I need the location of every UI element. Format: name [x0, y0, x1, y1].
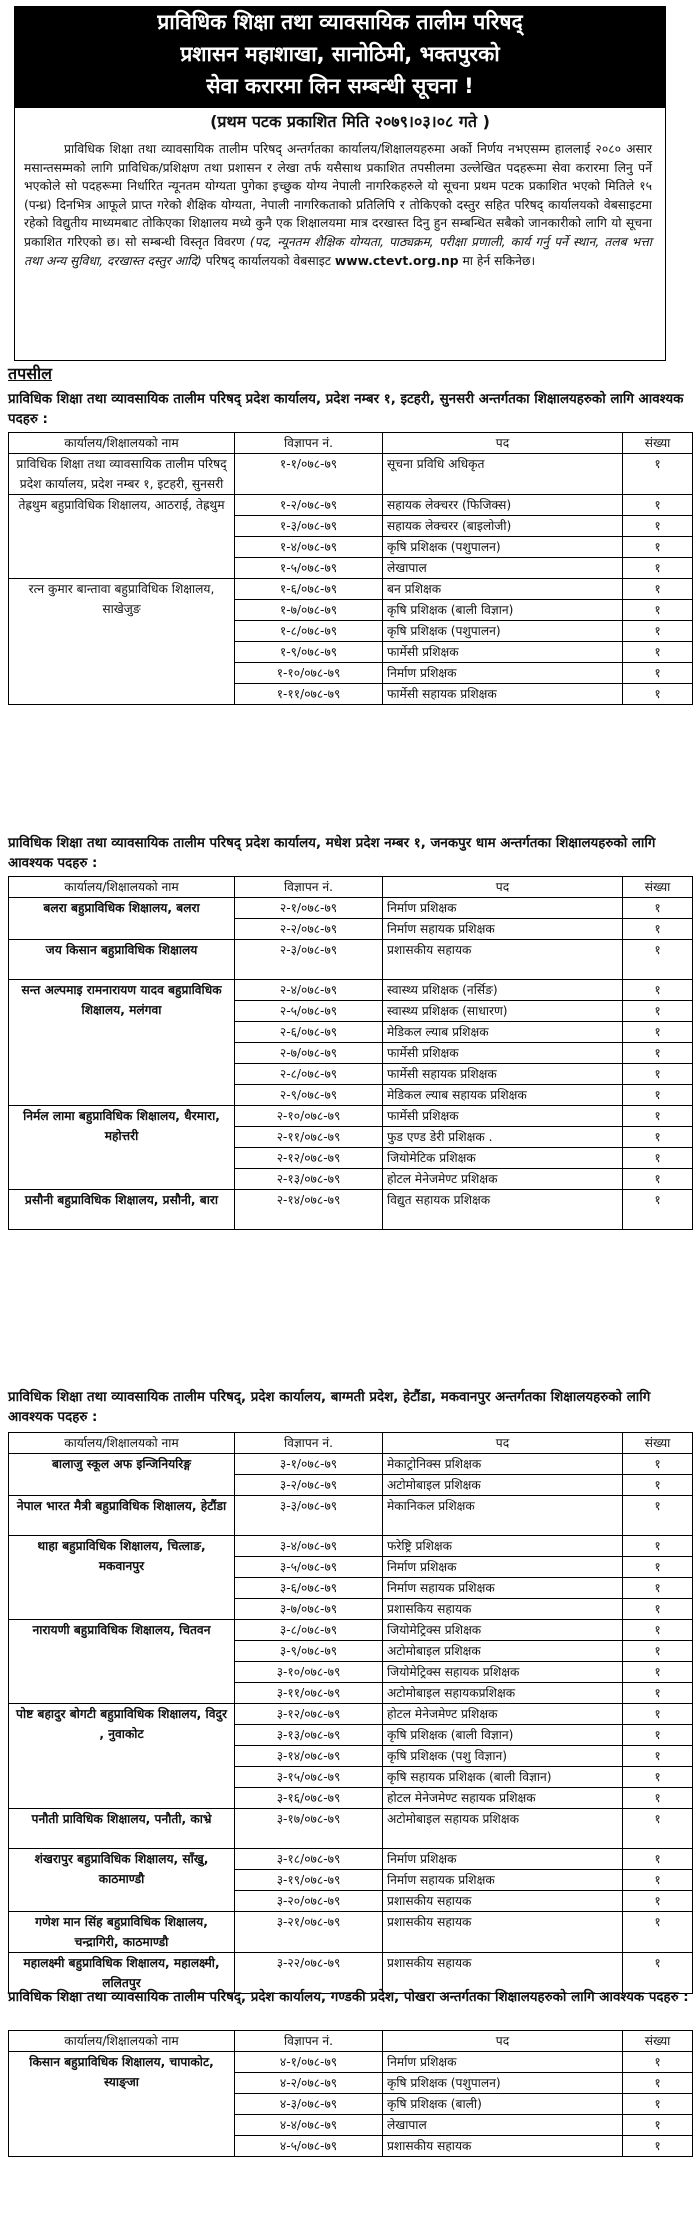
col-header-post: पद — [383, 877, 623, 898]
col-header-advertisement: विज्ञापन नं. — [235, 2031, 383, 2052]
post-name: प्रशासकीय सहायक — [383, 1953, 623, 1994]
institution-name: पनौती प्राविधिक शिक्षालय, पनौती, काभ्रे — [9, 1809, 235, 1849]
institution-name: शंखरापुर बहुप्राविधिक शिक्षालय, साँखु, काठमाण्डौ — [9, 1849, 235, 1912]
advertisement-number: ३-३/०७८-७९ — [235, 1496, 383, 1536]
post-name: स्वास्थ्य प्रशिक्षक (नर्सिङ) — [383, 980, 623, 1001]
advertisement-number: २-१४/०७८-७९ — [235, 1190, 383, 1230]
table-row — [9, 1536, 693, 1557]
table-row — [9, 579, 693, 600]
post-name: कृषि प्रशिक्षक (बाली विज्ञान) — [383, 1725, 623, 1746]
col-header-advertisement: विज्ञापन नं. — [235, 1433, 383, 1454]
post-count: १ — [623, 1127, 693, 1148]
advertisement-number: ४-१/०७८-७९ — [235, 2052, 383, 2073]
post-count: १ — [623, 1599, 693, 1620]
post-name: लेखापाल — [383, 2115, 623, 2136]
table-row — [9, 1106, 693, 1127]
advertisement-number: २-१२/०७८-७९ — [235, 1148, 383, 1169]
advertisement-number: २-११/०७८-७९ — [235, 1127, 383, 1148]
table-row — [9, 1849, 693, 1870]
institution-name: थाहा बहुप्राविधिक शिक्षालय, चित्लाङ, मकवानपुर — [9, 1536, 235, 1620]
institution-name: जय किसान बहुप्राविधिक शिक्षालय — [9, 940, 235, 980]
advertisement-number: १-११/०७८-७९ — [235, 684, 383, 705]
post-name: बन प्रशिक्षक — [383, 579, 623, 600]
advertisement-number: २-१/०७८-७९ — [235, 898, 383, 919]
advertisement-number: ३-१४/०७८-७९ — [235, 1746, 383, 1767]
table-row — [9, 1496, 693, 1536]
post-name: अटोमोबाइल प्रशिक्षक — [383, 1475, 623, 1496]
table-header-row — [9, 877, 693, 898]
col-header-count: संख्या — [623, 433, 693, 454]
post-count: १ — [623, 1043, 693, 1064]
advertisement-number: १-९/०७८-७९ — [235, 642, 383, 663]
post-count: १ — [623, 898, 693, 919]
post-name: फार्मेसी सहायक प्रशिक्षक — [383, 684, 623, 705]
institution-name: महालक्ष्मी बहुप्राविधिक शिक्षालय, महालक्ष्मी, ललितपुर — [9, 1953, 235, 1994]
post-count: १ — [623, 600, 693, 621]
post-name: अटोमोबाइल सहायकप्रशिक्षक — [383, 1683, 623, 1704]
advertisement-number: २-२/०७८-७९ — [235, 919, 383, 940]
advertisement-number: ४-४/०७८-७९ — [235, 2115, 383, 2136]
post-name: अटोमोबाइल सहायक प्रशिक्षक — [383, 1809, 623, 1849]
advertisement-number: ४-२/०७८-७९ — [235, 2073, 383, 2094]
post-count: १ — [623, 1022, 693, 1043]
post-name: कृषि प्रशिक्षक (पशुपालन) — [383, 537, 623, 558]
advertisement-number: ३-११/०७८-७९ — [235, 1683, 383, 1704]
post-name: निर्माण सहायक प्रशिक्षक — [383, 919, 623, 940]
advertisement-number: ३-६/०७८-७९ — [235, 1578, 383, 1599]
post-count: १ — [623, 1475, 693, 1496]
notice-website-intro: परिषद् कार्यालयको वेबसाइट — [205, 253, 331, 268]
post-count: १ — [623, 558, 693, 579]
col-header-institution: कार्यालय/शिक्षालयको नाम — [9, 2031, 235, 2052]
advertisement-number: ३-१५/०७८-७९ — [235, 1767, 383, 1788]
table-row — [9, 1454, 693, 1475]
post-count: १ — [623, 1085, 693, 1106]
advertisement-number: ३-४/०७८-७९ — [235, 1536, 383, 1557]
post-name: जियोमेट्रिक्स प्रशिक्षक — [383, 1620, 623, 1641]
advertisement-number: २-४/०७८-७९ — [235, 980, 383, 1001]
advertisement-number: २-१३/०७८-७९ — [235, 1169, 383, 1190]
post-name: निर्माण सहायक प्रशिक्षक — [383, 1578, 623, 1599]
post-count: १ — [623, 684, 693, 705]
post-count: १ — [623, 2073, 693, 2094]
advertisement-number: २-८/०७८-७९ — [235, 1064, 383, 1085]
institution-name: नेपाल भारत मैत्री बहुप्राविधिक शिक्षालय, हेटौंडा — [9, 1496, 235, 1536]
advertisement-number: २-१०/०७८-७९ — [235, 1106, 383, 1127]
post-name: लेखापाल — [383, 558, 623, 579]
post-count: १ — [623, 1662, 693, 1683]
advertisement-number: १-५/०७८-७९ — [235, 558, 383, 579]
notice-header — [14, 6, 666, 107]
institution-name: बालाजु स्कूल अफ इन्जिनियरिङ्ग — [9, 1454, 235, 1496]
section-title: प्राविधिक शिक्षा तथा व्यावसायिक तालीम परिषद् प्रदेश कार्यालय, मधेश प्रदेश नम्बर १, जनकपुर धाम अन्तर्गतका शिक्षालयहरुको लागि आवश्यक पदहरु : — [8, 836, 656, 871]
postings-table — [8, 2030, 693, 2157]
post-name: निर्माण प्रशिक्षक — [383, 2052, 623, 2073]
post-count: १ — [623, 1953, 693, 1994]
advertisement-number: १-१/०७८-७९ — [235, 454, 383, 495]
post-count: १ — [623, 1064, 693, 1085]
post-name: मेकानिकल प्रशिक्षक — [383, 1496, 623, 1536]
post-name: प्रशासकीय सहायक — [383, 2136, 623, 2157]
post-count: १ — [623, 1169, 693, 1190]
post-name: सहायक लेक्चरर (फिजिक्स) — [383, 495, 623, 516]
post-name: निर्माण प्रशिक्षक — [383, 1557, 623, 1578]
advertisement-number: ३-७/०७८-७९ — [235, 1599, 383, 1620]
post-count: १ — [623, 1683, 693, 1704]
notice-details-italic: (पद, न्यूनतम शैक्षिक योग्यता, पाठ्यक्रम, परीक्षा प्रणाली, कार्य गर्नु पर्ने स्थान, तलब भत्ता तथा अन्य सुविधा, दरखास्त दस्तुर आदि) — [24, 234, 652, 268]
postings-table — [8, 876, 693, 1230]
table-header-row — [9, 433, 693, 454]
post-name: निर्माण सहायक प्रशिक्षक — [383, 1870, 623, 1891]
table-row — [9, 1809, 693, 1849]
post-count: १ — [623, 1496, 693, 1536]
post-count: १ — [623, 516, 693, 537]
table-row — [9, 1912, 693, 1953]
post-count: १ — [623, 1454, 693, 1475]
post-count: १ — [623, 1578, 693, 1599]
advertisement-number: ३-१९/०७८-७९ — [235, 1870, 383, 1891]
post-name: फार्मेसी प्रशिक्षक — [383, 1106, 623, 1127]
advertisement-number: ३-२०/०७८-७९ — [235, 1891, 383, 1912]
section-title: प्राविधिक शिक्षा तथा व्यावसायिक तालीम परिषद् प्रदेश कार्यालय, प्रदेश नम्बर १, इटहरी, सुनसरी अन्तर्गतका शिक्षालयहरुको लागि आवश्यक पदहरु : — [8, 392, 684, 427]
post-count: १ — [623, 2052, 693, 2073]
post-count: १ — [623, 1767, 693, 1788]
post-name: प्रशासकीय सहायक — [383, 940, 623, 980]
advertisement-number: १-६/०७८-७९ — [235, 579, 383, 600]
advertisement-number: ३-१२/०७८-७९ — [235, 1704, 383, 1725]
advertisement-number: ३-९/०७८-७९ — [235, 1641, 383, 1662]
post-name: निर्माण प्रशिक्षक — [383, 1849, 623, 1870]
header-org-name: प्राविधिक शिक्षा तथा व्यावसायिक तालीम परिषद् — [157, 10, 523, 34]
institution-name: किसान बहुप्राविधिक शिक्षालय, चापाकोट, स्याङ्जा — [9, 2052, 235, 2157]
institution-name: रत्न कुमार बान्तावा बहुप्राविधिक शिक्षालय, साखेजुङ — [9, 579, 235, 705]
institution-name: गणेश मान सिंह बहुप्राविधिक शिक्षालय, चन्द्रागिरी, काठमाण्डौ — [9, 1912, 235, 1953]
post-name: कृषि सहायक प्रशिक्षक (बाली विज्ञान) — [383, 1767, 623, 1788]
advertisement-number: २-७/०७८-७९ — [235, 1043, 383, 1064]
institution-name: प्राविधिक शिक्षा तथा व्यावसायिक तालीम परिषद् प्रदेश कार्यालय, प्रदेश नम्बर १, इटहरी, सुनसरी — [9, 454, 235, 495]
table-row — [9, 495, 693, 516]
post-name: होटल मेनेजमेण्ट प्रशिक्षक — [383, 1704, 623, 1725]
advertisement-number: ३-५/०७८-७९ — [235, 1557, 383, 1578]
col-header-post: पद — [383, 2031, 623, 2052]
post-name: फार्मेसी प्रशिक्षक — [383, 1043, 623, 1064]
post-name: फुड एण्ड डेरी प्रशिक्षक . — [383, 1127, 623, 1148]
col-header-count: संख्या — [623, 877, 693, 898]
advertisement-number: २-९/०७८-७९ — [235, 1085, 383, 1106]
institution-name: निर्मल लामा बहुप्राविधिक शिक्षालय, धैरमारा, महोत्तरी — [9, 1106, 235, 1190]
post-name: मेकाट्रोनिक्स प्रशिक्षक — [383, 1454, 623, 1475]
table-row — [9, 898, 693, 919]
advertisement-number: ३-१६/०७८-७९ — [235, 1788, 383, 1809]
post-name: जियोमेट्रिक्स सहायक प्रशिक्षक — [383, 1662, 623, 1683]
col-header-advertisement: विज्ञापन नं. — [235, 433, 383, 454]
table-row — [9, 454, 693, 495]
post-count: १ — [623, 579, 693, 600]
notice-body — [24, 140, 652, 270]
post-name: प्रशासकीय सहायक — [383, 1891, 623, 1912]
post-name: सहायक लेक्चरर (बाइलोजी) — [383, 516, 623, 537]
post-count: १ — [623, 980, 693, 1001]
advertisement-number: २-३/०७८-७९ — [235, 940, 383, 980]
col-header-institution: कार्यालय/शिक्षालयको नाम — [9, 877, 235, 898]
post-count: १ — [623, 1620, 693, 1641]
post-count: १ — [623, 1704, 693, 1725]
post-count: १ — [623, 642, 693, 663]
post-count: १ — [623, 1870, 693, 1891]
advertisement-number: ४-५/०७८-७९ — [235, 2136, 383, 2157]
post-count: १ — [623, 1641, 693, 1662]
post-name: अटोमोबाइल प्रशिक्षक — [383, 1641, 623, 1662]
header-notice-title: सेवा करारमा लिन सम्बन्धी सूचना ! — [206, 74, 474, 98]
advertisement-number: ३-२२/०७८-७९ — [235, 1953, 383, 1994]
post-count: १ — [623, 1725, 693, 1746]
post-name: मेडिकल ल्याब प्रशिक्षक — [383, 1022, 623, 1043]
post-count: १ — [623, 537, 693, 558]
post-name: निर्माण प्रशिक्षक — [383, 898, 623, 919]
post-name: कृषि प्रशिक्षक (बाली विज्ञान) — [383, 600, 623, 621]
advertisement-number: १-२/०७८-७९ — [235, 495, 383, 516]
website-link[interactable]: www.ctevt.org.np — [334, 253, 459, 268]
advertisement-number: ३-१७/०७८-७९ — [235, 1809, 383, 1849]
notice-body-text: प्राविधिक शिक्षा तथा व्यावसायिक तालीम परिषद् अन्तर्गतका कार्यालय/शिक्षालयहरुमा अर्को निर्णय नभएसम्म हाललाई २०८० असार मसान्तसम्मको लागि प्राविधिक/प्रशिक्षण तथा प्रशासन र लेखा तर्फ यसैसाथ प्रकाशित तपसीलमा उल्लेखित पदहरूमा सेवा करारमा लिनु पर्ने भएकोले सो पदहरूमा निर्धारित न्यूनतम योग्यता पुगेका इच्छुक योग्य नेपाली नागरिकहरुले यो सूचना प्रथम पटक प्रकाशित भएको मितिले १५ (पन्ध्र) दिनभित्र आफूले प्राप्त गरेको शैक्षिक योग्यता, नेपाली नागरिकताको प्रतिलिपि र तोकिएको दस्तुर सहित परिषद् कार्यालयको वेबसाइटमा रहेको विद्युतीय माध्यमबाट तोकिएका शिक्षालय मध्ये कुनै एक शिक्षालयमा मात्र दरखास्त दिनु हुन सम्बन्धित सबैको जानकारीको लागि यो सूचना प्रकाशित गरिएको छ। सो सम्बन्धी विस्तृत विवरण — [24, 142, 652, 249]
table-row — [9, 1704, 693, 1725]
post-count: १ — [623, 940, 693, 980]
post-count: १ — [623, 1148, 693, 1169]
post-count: १ — [623, 1809, 693, 1849]
post-name: सूचना प्रविधि अधिकृत — [383, 454, 623, 495]
post-name: कृषि प्रशिक्षक (पशुपालन) — [383, 2073, 623, 2094]
post-count: १ — [623, 495, 693, 516]
institution-name: नारायणी बहुप्राविधिक शिक्षालय, चितवन — [9, 1620, 235, 1704]
post-name: निर्माण प्रशिक्षक — [383, 663, 623, 684]
notice-tail: मा हेर्न सकिनेछ। — [462, 253, 536, 268]
post-name: फार्मेसी प्रशिक्षक — [383, 642, 623, 663]
post-count: १ — [623, 2115, 693, 2136]
post-name: कृषि प्रशिक्षक (पशुपालन) — [383, 621, 623, 642]
post-name: कृषि प्रशिक्षक (बाली) — [383, 2094, 623, 2115]
table-row — [9, 1190, 693, 1230]
table-row — [9, 980, 693, 1001]
advertisement-number: १-३/०७८-७९ — [235, 516, 383, 537]
post-name: होटल मेनेजमेण्ट सहायक प्रशिक्षक — [383, 1788, 623, 1809]
table-row — [9, 1620, 693, 1641]
post-count: १ — [623, 663, 693, 684]
advertisement-number: ४-३/०७८-७९ — [235, 2094, 383, 2115]
post-name: फार्मेसी सहायक प्रशिक्षक — [383, 1064, 623, 1085]
col-header-post: पद — [383, 1433, 623, 1454]
col-header-institution: कार्यालय/शिक्षालयको नाम — [9, 433, 235, 454]
advertisement-number: ३-१३/०७८-७९ — [235, 1725, 383, 1746]
table-row — [9, 940, 693, 980]
institution-name: प्रसौनी बहुप्राविधिक शिक्षालय, प्रसौनी, बारा — [9, 1190, 235, 1230]
post-count: १ — [623, 2136, 693, 2157]
post-name: होटल मेनेजमेण्ट प्रशिक्षक — [383, 1169, 623, 1190]
post-name: प्रशासकीय सहायक — [383, 1912, 623, 1953]
post-count: १ — [623, 2094, 693, 2115]
col-header-post: पद — [383, 433, 623, 454]
advertisement-number: १-८/०७८-७९ — [235, 621, 383, 642]
header-division: प्रशासन महाशाखा, सानोठिमी, भक्तपुरको — [180, 42, 500, 66]
advertisement-number: १-१०/०७८-७९ — [235, 663, 383, 684]
table-row — [9, 2052, 693, 2073]
post-name: प्रशासकिय सहायक — [383, 1599, 623, 1620]
post-name: जियोमेटिक प्रशिक्षक — [383, 1148, 623, 1169]
table-header-row — [9, 2031, 693, 2052]
advertisement-number: ३-१/०७८-७९ — [235, 1454, 383, 1475]
col-header-advertisement: विज्ञापन नं. — [235, 877, 383, 898]
post-count: १ — [623, 1788, 693, 1809]
col-header-institution: कार्यालय/शिक्षालयको नाम — [9, 1433, 235, 1454]
advertisement-number: ३-२१/०७८-७९ — [235, 1912, 383, 1953]
col-header-count: संख्या — [623, 1433, 693, 1454]
postings-table — [8, 1432, 693, 1994]
post-count: १ — [623, 1746, 693, 1767]
post-count: १ — [623, 454, 693, 495]
advertisement-number: ३-८/०७८-७९ — [235, 1620, 383, 1641]
post-count: १ — [623, 1849, 693, 1870]
post-count: १ — [623, 1106, 693, 1127]
post-name: कृषि प्रशिक्षक (पशु विज्ञान) — [383, 1746, 623, 1767]
post-count: १ — [623, 919, 693, 940]
advertisement-number: ३-१८/०७८-७९ — [235, 1849, 383, 1870]
advertisement-number: १-४/०७८-७९ — [235, 537, 383, 558]
col-header-count: संख्या — [623, 2031, 693, 2052]
advertisement-number: २-६/०७८-७९ — [235, 1022, 383, 1043]
tapsil-heading: तपसील — [8, 364, 53, 383]
section-title: प्राविधिक शिक्षा तथा व्यावसायिक तालीम परिषद्, प्रदेश कार्यालय, गण्डकी प्रदेश, पोखरा अन्तर्गतका शिक्षालयहरुको लागि आवश्यक पदहरु : — [8, 1990, 689, 2005]
post-name: स्वास्थ्य प्रशिक्षक (साधारण) — [383, 1001, 623, 1022]
advertisement-number: ३-२/०७८-७९ — [235, 1475, 383, 1496]
published-date: (प्रथम पटक प्रकाशित मिति २०७९।०३।०८ गते ) — [210, 112, 490, 131]
post-count: १ — [623, 1912, 693, 1953]
post-count: १ — [623, 1536, 693, 1557]
post-name: विद्युत सहायक प्रशिक्षक — [383, 1190, 623, 1230]
post-count: १ — [623, 1001, 693, 1022]
institution-name: पोष्ट बहादुर बोगटी बहुप्राविधिक शिक्षालय, विदुर , नुवाकोट — [9, 1704, 235, 1809]
post-count: १ — [623, 1557, 693, 1578]
institution-name: बलरा बहुप्राविधिक शिक्षालय, बलरा — [9, 898, 235, 940]
advertisement-number: १-७/०७८-७९ — [235, 600, 383, 621]
post-count: १ — [623, 1891, 693, 1912]
post-name: मेडिकल ल्याब सहायक प्रशिक्षक — [383, 1085, 623, 1106]
advertisement-number: ३-१०/०७८-७९ — [235, 1662, 383, 1683]
post-name: फरेष्ट्रि प्रशिक्षक — [383, 1536, 623, 1557]
institution-name: सन्त अल्पमाइ रामनारायण यादव बहुप्राविधिक शिक्षालय, मलंगवा — [9, 980, 235, 1106]
institution-name: तेह्रथुम बहुप्राविधिक शिक्षालय, आठराई, तेह्रथुम — [9, 495, 235, 579]
postings-table — [8, 432, 693, 705]
section-title: प्राविधिक शिक्षा तथा व्यावसायिक तालीम परिषद्, प्रदेश कार्यालय, बाग्मती प्रदेश, हेटौंडा, मकवानपुर अन्तर्गतका शिक्षालयहरुको लागि आवश्यक पदहरु : — [8, 1390, 651, 1425]
advertisement-number: २-५/०७८-७९ — [235, 1001, 383, 1022]
post-count: १ — [623, 621, 693, 642]
table-header-row — [9, 1433, 693, 1454]
post-count: १ — [623, 1190, 693, 1230]
